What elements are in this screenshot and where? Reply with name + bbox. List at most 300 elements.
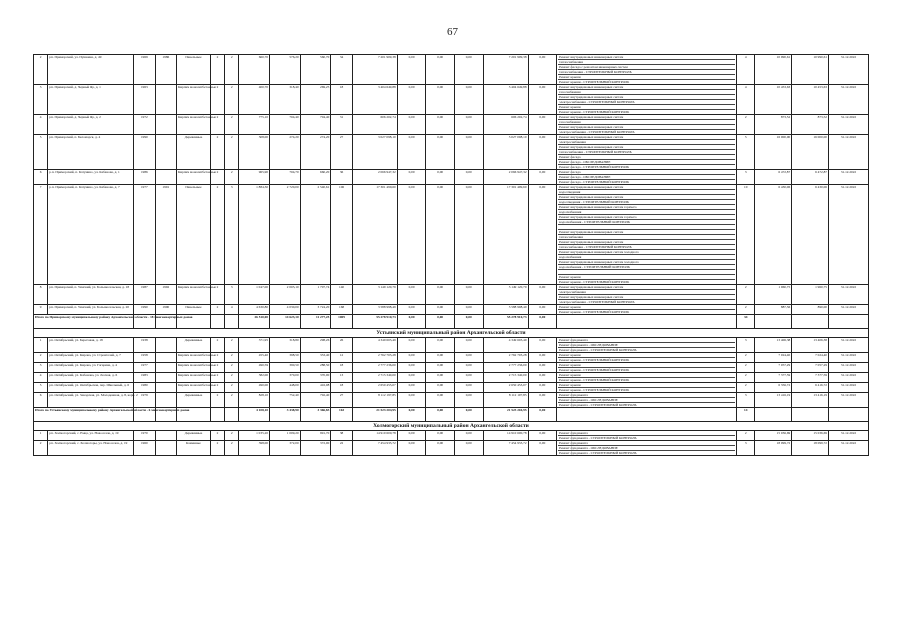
cell-fund-4: 14 910 600,78 xyxy=(483,431,528,441)
cell-cost-per-m2: 887,36 xyxy=(755,305,792,315)
cell-wall-material: Кирпич монолитбетонные xyxy=(177,383,211,393)
cell-cost-per-m2: 10 990,61 xyxy=(755,55,792,85)
cell-floors: 2 xyxy=(210,170,224,185)
work-item: Ремонт внутридомовых инженерных систем xyxy=(558,95,735,100)
work-item: электроснабжения xyxy=(558,290,735,295)
table-row xyxy=(34,285,869,305)
cell-wall-material: Деревянные xyxy=(177,338,211,353)
work-item: Ремонт внутридомовых инженерных систем xyxy=(558,115,735,120)
total-dash xyxy=(755,408,792,422)
cell-fund-1: 0,00 xyxy=(397,285,426,305)
cell-area-total: 455,40 xyxy=(239,353,270,363)
cell-stage: 2 xyxy=(737,363,755,373)
work-item: Ремонт внутридомовых инженерных систем xyxy=(558,145,735,150)
total-area-residential: 11 277,25 xyxy=(300,315,331,329)
cell-area-living: 398,50 xyxy=(270,353,301,363)
cell-fund-3: 0,00 xyxy=(454,363,483,373)
cell-area-residential: 274,20 xyxy=(300,135,331,170)
work-item: Ремонт крыши xyxy=(558,105,735,110)
cell-limit-per-m2: 1 960,75 xyxy=(792,285,829,305)
cell-year-built: 1977 xyxy=(134,363,155,373)
cell-number: 8 xyxy=(34,285,48,305)
cell-year-repair xyxy=(155,373,176,383)
cell-wall-material: Деревянные xyxy=(177,431,211,441)
cell-number: 7 xyxy=(34,185,48,285)
cell-area-residential: 298,26 xyxy=(300,338,331,353)
cell-cost: 3 027 098,10 xyxy=(352,135,397,170)
total-label: Итого по Устьянскому муниципальному району Архангельской области - 6 многоквартирных домов xyxy=(34,408,134,422)
cell-wall-material: Деревянные xyxy=(177,135,211,170)
total-dash xyxy=(225,315,239,329)
work-item: Ремонт фундамента xyxy=(558,393,735,398)
cell-area-residential: 269,25 xyxy=(300,85,331,115)
cell-stage: 3 xyxy=(737,170,755,185)
cell-address: рп. Октябрьский, ул. Кирова, ул. Гагарина, д. 4 xyxy=(48,363,134,373)
cell-residents: 38 xyxy=(331,431,352,441)
cell-number: 6 xyxy=(34,170,48,185)
cell-entrances: 2 xyxy=(225,431,239,441)
cell-year-built: 1987 xyxy=(134,285,155,305)
cell-year-repair: 1990 xyxy=(155,305,176,315)
cell-cost: 7 201 909,38 xyxy=(352,55,397,85)
district-header-row xyxy=(34,329,869,338)
cell-cost-per-m2: 7 057,29 xyxy=(755,363,792,373)
cell-fund-1: 0,00 xyxy=(397,363,426,373)
cell-stage: 10 xyxy=(737,185,755,285)
cell-year-built: 1958 xyxy=(134,353,155,363)
cell-end-date: 31.12.2022 xyxy=(828,431,868,441)
cell-fund-1: 0,00 xyxy=(397,135,426,170)
cell-limit-per-m2: 16 000,00 xyxy=(792,135,829,170)
cell-fund-5: 0,00 xyxy=(528,363,557,373)
cell-fund-3: 0,00 xyxy=(454,285,483,305)
cell-area-living: 704,40 xyxy=(270,115,301,135)
cell-cost: 2 762 703,28 xyxy=(352,353,397,363)
cell-fund-4: 7 201 909,38 xyxy=(483,55,528,85)
cell-stage: 2 xyxy=(737,383,755,393)
cell-fund-4: 606 202,74 xyxy=(483,115,528,135)
cell-area-residential: 660,20 xyxy=(300,170,331,185)
table-row xyxy=(34,431,869,441)
cell-cost-per-m2: 15 036,69 xyxy=(755,431,792,441)
cell-fund-1: 0,00 xyxy=(397,338,426,353)
cell-end-date: 31.12.2022 xyxy=(828,383,868,393)
total-residents: 1009 xyxy=(331,315,352,329)
cell-year-built: 1972 xyxy=(134,115,155,135)
cell-fund-1: 0,00 xyxy=(397,55,426,85)
cell-fund-4: 8 112 197,85 xyxy=(483,393,528,408)
cell-stage: 2 xyxy=(737,305,755,315)
cell-fund-5: 0,00 xyxy=(528,373,557,383)
work-item: водоснабжения - СТРОИТЕЛЬНЫЙ КОНТРОЛЬ xyxy=(558,265,735,270)
cell-fund-1: 0,00 xyxy=(397,170,426,185)
cell-works xyxy=(557,85,737,115)
cell-works xyxy=(557,115,737,135)
table-row xyxy=(34,185,869,285)
cell-limit-per-m2: 15 036,69 xyxy=(792,431,829,441)
cell-entrances: 3 xyxy=(225,185,239,285)
cell-fund-4: 2 066 947,32 xyxy=(483,170,528,185)
cell-fund-4: 4 349 603,49 xyxy=(483,338,528,353)
total-cost: 55 278 910,73 xyxy=(352,315,397,329)
cell-area-total: 660,70 xyxy=(239,55,270,85)
cell-number: 2 xyxy=(34,55,48,85)
cell-year-repair xyxy=(155,363,176,373)
total-fund-4: 21 523 204,95 xyxy=(483,408,528,422)
work-item: Ремонт крыши xyxy=(558,373,735,378)
cell-fund-1: 0,00 xyxy=(397,373,426,383)
cell-year-built: 1969 xyxy=(134,55,155,85)
total-stage: 14 xyxy=(737,408,755,422)
cell-floors: 2 xyxy=(210,383,224,393)
cell-area-living: 448,00 xyxy=(270,383,301,393)
cell-residents: 18 xyxy=(331,363,352,373)
cell-area-living: 370,00 xyxy=(270,373,301,383)
cell-number: 5 xyxy=(34,383,48,393)
table-row xyxy=(34,353,869,363)
cell-fund-4: 2 650 453,07 xyxy=(483,383,528,393)
total-area-total: 4 108,10 xyxy=(239,408,270,422)
cell-cost-per-m2: 6 430,06 xyxy=(755,185,792,285)
cell-fund-5: 0,00 xyxy=(528,185,557,285)
cell-fund-5: 0,00 xyxy=(528,170,557,185)
cell-residents: 106 xyxy=(331,185,352,285)
cell-area-living: 752,40 xyxy=(270,393,301,408)
cell-end-date: 31.12.2022 xyxy=(828,55,868,85)
cell-area-residential: 2 540,61 xyxy=(300,185,331,285)
cell-residents: 18 xyxy=(331,85,352,115)
total-dash xyxy=(210,315,224,329)
work-item: Ремонт фундамента - СТРОИТЕЛЬНЫЙ КОНТРОЛЬ xyxy=(559,403,637,407)
work-item: Ремонт внутридомовых инженерных систем xyxy=(558,135,735,140)
cell-year-built: 1980 xyxy=(134,383,155,393)
cell-cost: 2 715 340,00 xyxy=(352,373,397,383)
cell-address: р.п. Приморский, п. Катунино, ул. Кабанова, д. 7 xyxy=(48,185,134,285)
cell-year-repair xyxy=(155,431,176,441)
cell-cost: 3 404 649,88 xyxy=(352,85,397,115)
cell-fund-3: 0,00 xyxy=(454,135,483,170)
cell-fund-1: 0,00 xyxy=(397,353,426,363)
total-fund-3: 0,00 xyxy=(454,315,483,329)
cell-area-living: 4 030,00 xyxy=(270,305,301,315)
cell-works xyxy=(557,383,737,393)
total-dash xyxy=(792,315,829,329)
cell-floors: 2 xyxy=(210,373,224,383)
work-item: Ремонт фасада xyxy=(558,155,735,160)
cell-works xyxy=(557,338,737,353)
cell-fund-3: 0,00 xyxy=(454,338,483,353)
table-row xyxy=(34,85,869,115)
cell-fund-3: 0,00 xyxy=(454,393,483,408)
work-item: Ремонт крыши - СТРОИТЕЛЬНЫЙ КОНТРОЛЬ xyxy=(559,388,630,392)
cell-fund-2: 0,00 xyxy=(426,383,455,393)
cell-area-living: 2 720,00 xyxy=(270,185,301,285)
cell-address: рп. Приморский, ул. Пушкина, д. 49 xyxy=(48,55,134,85)
cell-cost: 2 777 236,00 xyxy=(352,363,397,373)
cell-fund-2: 0,00 xyxy=(426,373,455,383)
cell-area-residential: 370,00 xyxy=(300,373,331,383)
cell-area-total: 490,00 xyxy=(239,383,270,393)
cell-fund-4: 7 454 933,72 xyxy=(483,441,528,456)
cell-year-built: 1938 xyxy=(134,338,155,353)
cell-fund-2: 0,00 xyxy=(426,441,455,456)
work-item: Ремонт фундамента xyxy=(558,441,735,446)
cell-limit-per-m2: 13 406,38 xyxy=(792,338,829,353)
cell-year-repair xyxy=(155,393,176,408)
cell-year-repair xyxy=(155,115,176,135)
cell-cost: 2 650 453,07 xyxy=(352,383,397,393)
cell-year-repair: 1991 xyxy=(155,185,176,285)
cell-stage: 3 xyxy=(737,393,755,408)
total-fund-2: 0,00 xyxy=(426,408,455,422)
work-item: электроснабжения - СТРОИТЕЛЬНЫЙ КОНТРОЛЬ xyxy=(559,300,635,304)
cell-wall-material: Кирпич монолитбетонные xyxy=(177,170,211,185)
cell-year-built: 1963 xyxy=(134,85,155,115)
work-item: теплоснабжения - СТРОИТЕЛЬНЫЙ КОНТРОЛЬ xyxy=(558,150,735,155)
cell-fund-5: 0,00 xyxy=(528,55,557,85)
cell-cost-per-m2: 7 024,40 xyxy=(755,353,792,363)
cell-fund-5: 0,00 xyxy=(528,285,557,305)
cell-fund-2: 0,00 xyxy=(426,135,455,170)
cell-entrances: 2 xyxy=(225,363,239,373)
table-row xyxy=(34,170,869,185)
cell-wall-material: Кирпич монолитбетонные xyxy=(177,85,211,115)
cell-entrances: 2 xyxy=(225,115,239,135)
page-number: 67 xyxy=(447,26,458,38)
cell-year-built: 1990 xyxy=(134,305,155,315)
cell-end-date: 31.12.2022 xyxy=(828,85,868,115)
cell-address: рп. Приморский, п. Уемский, ул. Большесельская, д. 18 xyxy=(48,285,134,305)
cell-floors: 2 xyxy=(210,305,224,315)
cell-cost: 606 202,74 xyxy=(352,115,397,135)
cell-residents: 31 xyxy=(331,115,352,135)
table-row xyxy=(34,55,869,85)
cell-floors: 2 xyxy=(210,338,224,353)
cell-number: 2 xyxy=(34,441,48,456)
cell-works xyxy=(557,431,737,441)
cell-works xyxy=(557,393,737,408)
cell-area-total: 400,70 xyxy=(239,85,270,115)
total-dash xyxy=(755,315,792,329)
cell-fund-2: 0,00 xyxy=(426,363,455,373)
work-item: Ремонт внутридомовых инженерных систем xyxy=(558,85,735,90)
cell-number: 5 xyxy=(34,135,48,170)
cell-area-residential: 702,40 xyxy=(300,393,331,408)
cell-area-living: 318,40 xyxy=(270,85,301,115)
cell-fund-2: 0,00 xyxy=(426,353,455,363)
cell-cost-per-m2: 13 416,19 xyxy=(755,393,792,408)
cell-year-repair xyxy=(155,338,176,353)
cell-works xyxy=(557,55,737,85)
cell-fund-2: 0,00 xyxy=(426,305,455,315)
cell-fund-4: 3 404 649,88 xyxy=(483,85,528,115)
work-item: Ремонт внутридомовых инженерных систем горячего xyxy=(558,215,735,220)
cell-cost: 4 349 603,49 xyxy=(352,338,397,353)
cell-address: рп. Холмогорский, с. Емца, ул. Новоселов, д. 19 xyxy=(48,431,134,441)
cell-works xyxy=(557,135,737,170)
total-fund-4: 55 278 910,73 xyxy=(483,315,528,329)
cell-fund-5: 0,00 xyxy=(528,383,557,393)
cell-year-repair xyxy=(155,383,176,393)
cell-floors: 2 xyxy=(210,363,224,373)
cell-cost: 3 588 998,49 xyxy=(352,305,397,315)
cell-fund-4: 3 588 998,49 xyxy=(483,305,528,315)
table-row xyxy=(34,338,869,353)
cell-fund-5: 0,00 xyxy=(528,441,557,456)
work-item: Ремонт внутридомовых инженерных систем холодного xyxy=(558,260,735,265)
cell-works xyxy=(557,363,737,373)
cell-number: 4 xyxy=(34,115,48,135)
cell-number: 1 xyxy=(34,338,48,353)
cell-area-residential: 1 707,74 xyxy=(300,285,331,305)
cell-end-date: 31.12.2022 xyxy=(828,185,868,285)
cell-area-residential: 288,50 xyxy=(300,363,331,373)
cell-stage: 4 xyxy=(737,85,755,115)
cell-year-built: 1960 xyxy=(134,441,155,456)
cell-year-built: 1986 xyxy=(134,170,155,185)
cell-cost-per-m2: 6 356,72 xyxy=(755,383,792,393)
work-item: Ремонт фасада - ОБСЛЕДОВАНИЕ xyxy=(558,160,735,165)
cell-wall-material: Кирпич монолитбетонные xyxy=(177,285,211,305)
cell-stage: 2 xyxy=(737,373,755,383)
cell-area-living: 704,70 xyxy=(270,170,301,185)
cell-fund-2: 0,00 xyxy=(426,285,455,305)
cell-cost-per-m2: 18 099,72 xyxy=(755,441,792,456)
table-row xyxy=(34,135,869,170)
work-item: Ремонт фасада - ОБСЛЕДОВАНИЕ xyxy=(558,175,735,180)
work-item: электроснабжения - СТРОИТЕЛЬНЫЙ КОНТРОЛЬ xyxy=(558,100,735,105)
cell-address: рп. Приморский, п. Уемский, ул. Большесельская, д. 20 xyxy=(48,305,134,315)
work-item: газоснабжения xyxy=(558,90,735,95)
work-item: теплоснабжения - СТРОИТЕЛЬНЫЙ КОНТРОЛЬ xyxy=(558,245,735,250)
cell-fund-3: 0,00 xyxy=(454,115,483,135)
work-item: Ремонт крыши xyxy=(558,383,735,388)
cell-stage: 3 xyxy=(737,441,755,456)
cell-end-date: 31.12.2022 xyxy=(828,393,868,408)
cell-floors: 2 xyxy=(210,185,224,285)
work-item: Ремонт фундамента xyxy=(558,431,735,436)
cell-fund-4: 2 777 236,00 xyxy=(483,363,528,373)
district-name: Холмогорский муниципальный район Архангельской области xyxy=(34,422,869,431)
cell-end-date: 31.12.2022 xyxy=(828,373,868,383)
cell-address: рп. Октябрьский, ул. Кабанова, ул. Лесная, д. 6 xyxy=(48,373,134,383)
work-item: Ремонт крыши xyxy=(558,363,735,368)
work-item: водоснабжения xyxy=(558,255,735,260)
table-row xyxy=(34,383,869,393)
cell-area-total: 1 035,20 xyxy=(239,431,270,441)
cell-area-total: 308,00 xyxy=(239,135,270,170)
repair-register-table xyxy=(33,54,869,456)
cell-wall-material: Кирпич монолитбетонные xyxy=(177,353,211,363)
cell-number: 3 xyxy=(34,363,48,373)
cell-area-total: 4 630,80 xyxy=(239,305,270,315)
work-item: Ремонт фундамента - СТРОИТЕЛЬНЫЙ КОНТРОЛЬ xyxy=(559,451,637,455)
cell-year-repair xyxy=(155,441,176,456)
cell-stage: 2 xyxy=(737,431,755,441)
cell-area-living: 318,80 xyxy=(270,338,301,353)
total-area-living: 3 438,90 xyxy=(270,408,301,422)
cell-area-total: 828,10 xyxy=(239,393,270,408)
cell-entrances: 2 xyxy=(225,55,239,85)
cell-fund-1: 0,00 xyxy=(397,85,426,115)
work-item: Ремонт крыши xyxy=(558,75,735,80)
district-name: Устьянский муниципальный район Архангельской области xyxy=(34,329,869,338)
cell-area-residential: 704,40 xyxy=(300,115,331,135)
cell-area-total: 965,90 xyxy=(239,170,270,185)
total-fund-5: 0,00 xyxy=(528,408,557,422)
total-dash xyxy=(210,408,224,422)
total-area-residential: 3 366,83 xyxy=(300,408,331,422)
cell-year-repair: 1992 xyxy=(155,285,176,305)
cell-fund-5: 0,00 xyxy=(528,85,557,115)
work-item: Ремонт крыши xyxy=(558,275,735,280)
cell-wall-material: Кирпич монолитбетонные xyxy=(177,373,211,383)
cell-address: рп. Октябрьский, ул. Береговая, д. 18 xyxy=(48,338,134,353)
work-item: Ремонт фундамента xyxy=(558,338,735,343)
cell-entrances: 2 xyxy=(225,170,239,185)
cell-stage: 2 xyxy=(737,285,755,305)
cell-fund-2: 0,00 xyxy=(426,85,455,115)
cell-floors: 2 xyxy=(210,285,224,305)
cell-area-total: 775,10 xyxy=(239,115,270,135)
cell-fund-1: 0,00 xyxy=(397,393,426,408)
total-works-empty xyxy=(557,408,737,422)
cell-cost-per-m2: 13 406,38 xyxy=(755,338,792,353)
cell-area-living: 1 009,20 xyxy=(270,431,301,441)
cell-limit-per-m2: 6 430,06 xyxy=(792,185,829,285)
cell-fund-3: 0,00 xyxy=(454,383,483,393)
cell-year-repair xyxy=(155,170,176,185)
work-item: Ремонт фундамента - СТРОИТЕЛЬНЫЙ КОНТРОЛЬ xyxy=(559,348,637,352)
work-item: Ремонт фасада xyxy=(558,170,735,175)
cell-fund-2: 0,00 xyxy=(426,55,455,85)
cell-year-built: 1990 xyxy=(134,135,155,170)
total-fund-5: 0,00 xyxy=(528,315,557,329)
district-total-row xyxy=(34,315,869,329)
cell-fund-2: 0,00 xyxy=(426,338,455,353)
work-item: Ремонт внутридомовых инженерных систем xyxy=(558,230,735,235)
cell-residents: 22 xyxy=(331,441,352,456)
cell-entrances: 2 xyxy=(225,353,239,363)
cell-year-built: 1983 xyxy=(134,373,155,383)
cell-floors: 2 xyxy=(210,55,224,85)
cell-end-date: 31.12.2022 xyxy=(828,353,868,363)
table-row xyxy=(34,441,869,456)
total-stage: 34 xyxy=(737,315,755,329)
cell-wall-material: Кирпич монолитбетонные xyxy=(177,363,211,373)
cell-year-repair xyxy=(155,85,176,115)
cell-entrances: 2 xyxy=(225,338,239,353)
cell-cost-per-m2: 873,52 xyxy=(755,115,792,135)
cell-limit-per-m2: 18 099,72 xyxy=(792,441,829,456)
work-item: Ремонт внутридомовых инженерных систем xyxy=(558,125,735,130)
work-item: водоснабжения - СТРОИТЕЛЬНЫЙ КОНТРОЛЬ xyxy=(558,220,735,225)
cell-area-residential: 372,00 xyxy=(300,441,331,456)
cell-wall-material: Деревянные xyxy=(177,393,211,408)
cell-fund-5: 0,00 xyxy=(528,393,557,408)
cell-address: р.п. Приморский, п. Катунино, ул. Кабанова, д. 1 xyxy=(48,170,134,185)
total-label: Итого по Приморскому муниципальному району Архангельской области - 18 многоквартирных домов xyxy=(34,315,134,329)
cell-end-date: 31.12.2022 xyxy=(828,305,868,315)
cell-fund-1: 0,00 xyxy=(397,431,426,441)
cell-address: рп. Холмогорский, с. Холмогоры, ул. Новоселов, д. 19 xyxy=(48,441,134,456)
cell-cost: 3 149 120,79 xyxy=(352,285,397,305)
cell-area-residential: 560,70 xyxy=(300,55,331,85)
cell-end-date: 31.12.2022 xyxy=(828,170,868,185)
cell-number: 2 xyxy=(34,353,48,363)
cell-limit-per-m2: 7 057,29 xyxy=(792,363,829,373)
cell-area-living: 2 003,10 xyxy=(270,285,301,305)
